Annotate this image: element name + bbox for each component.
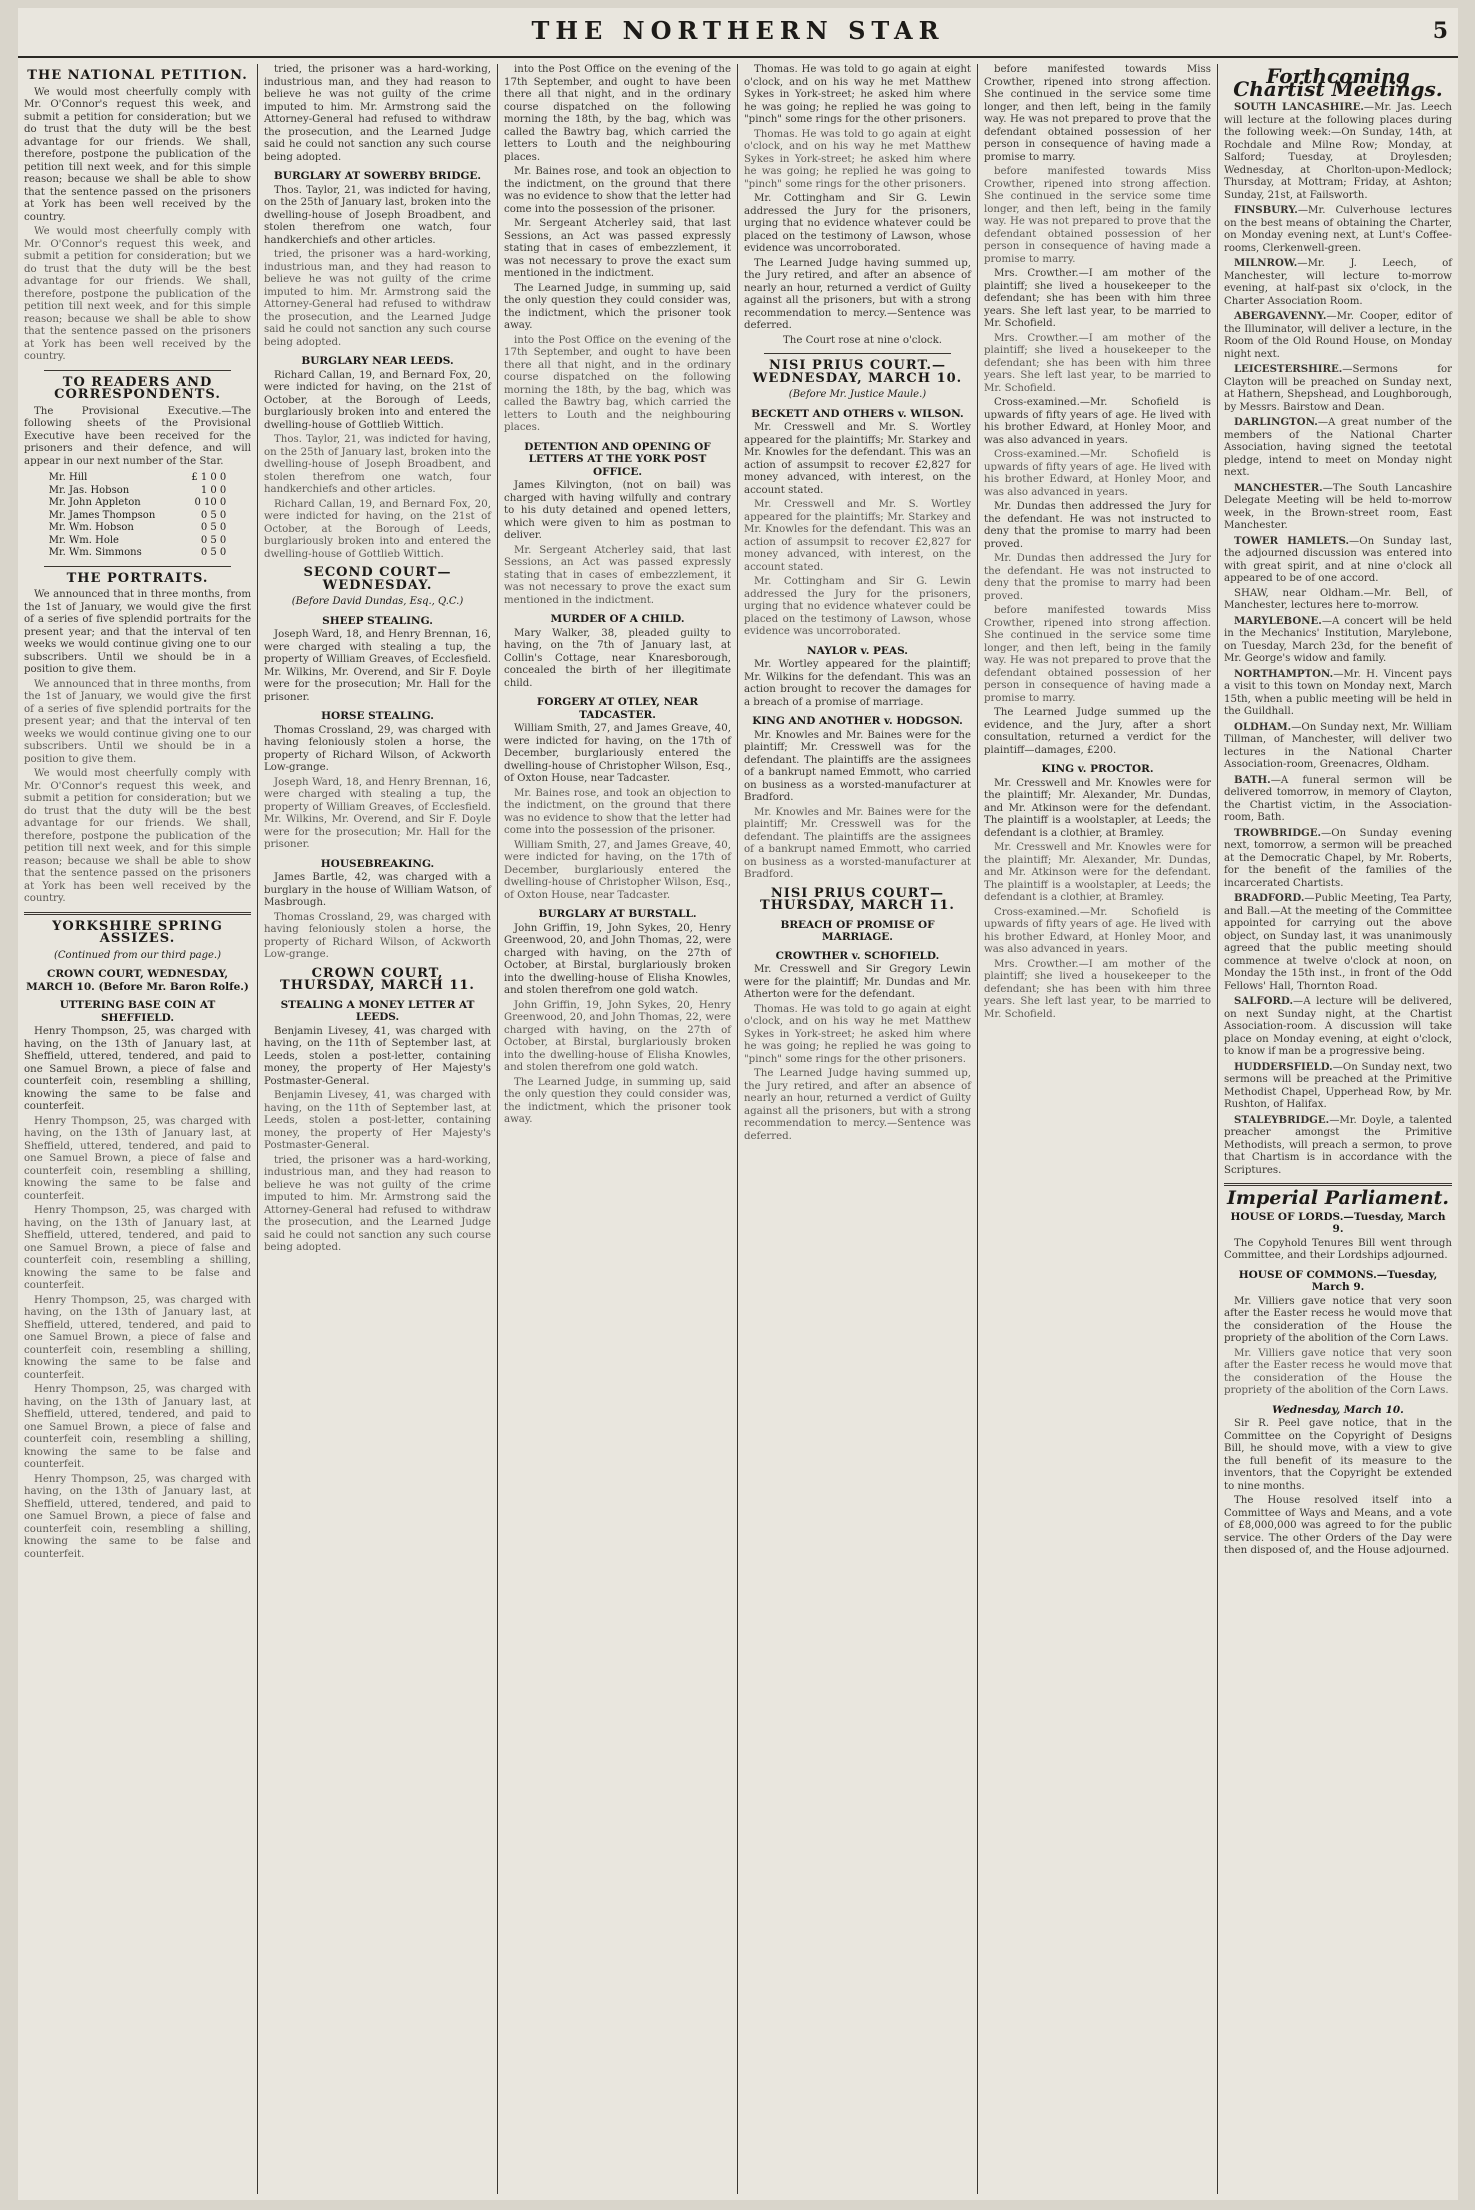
column-4 — [738, 64, 978, 2194]
commons-heading: HOUSE OF COMMONS.—Tuesday, March 9. — [1238, 1268, 1438, 1293]
king-proctor-cont: Mr. Cresswell and Mr. Knowles were for the plaintiff; Mr. Alexander, Mr. Dundas, and Mr. Atkinson were for the defendant. The plaintiff is a woolstapler, at Leeds; the defendant is a clothier, at Bramley. — [984, 842, 1211, 903]
meeting-item: ABERGAVENNY.—Mr. Cooper, editor of the Illuminator, will deliver a lecture, in the Room of the Old Round House, on Monday night next. — [1224, 310, 1452, 360]
col4-text-1b: Thomas. He was told to go again at eight o'clock, and on his way he met Matthew Sykes in York-street; he asked him where he was going; he replied he was going to "pinch" some rings for the other prisoners. — [744, 128, 971, 190]
murder-text: Mary Walker, 38, pleaded guilty to having, on the 7th of January last, at Collin's Cottage, near Knaresborough, concealed the birth of her illegitimate child. — [504, 627, 731, 689]
meeting-item: BRADFORD.—Public Meeting, Tea Party, and Ball.—At the meeting of the Committee appointed for carrying out the above object, on Sunday last, it was unanimously agreed that the public meeting should commence at twelve o'clock at noon, on Monday the 15th inst., in front of the Odd Fellows' Hall, Thornton Road. — [1224, 892, 1452, 992]
sheep-heading: SHEEP STEALING. — [322, 614, 433, 627]
meeting-item: OLDHAM.—On Sunday next, Mr. William Tillman, of Manchester, will deliver two lectures in the National Charter Association-room, Greenacres, Oldham. — [1224, 720, 1452, 770]
meeting-item: NORTHAMPTON.—Mr. H. Vincent pays a visit to this town on Monday next, March 15th, when a public meeting will be held in the Guildhall. — [1224, 667, 1452, 717]
meeting-item: FINSBURY.—Mr. Culverhouse lectures on the best means of obtaining the Charter, on Monday evening next, at Lunt's Coffee-rooms, Clerkenwell-green. — [1224, 204, 1452, 254]
housebreaking-text: James Bartle, 42, was charged with a burglary in the house of William Watson, of Masbrough. — [264, 872, 491, 908]
detention-heading: DETENTION AND OPENING OF LETTERS AT THE YORK POST OFFICE. — [524, 440, 711, 478]
crowther-heading: CROWTHER v. SCHOFIELD. — [775, 949, 940, 962]
crowther-cont: Thomas. He was told to go again at eight o'clock, and on his way he met Matthew Sykes in York-street; he asked him where he was going; he replied he was going to "pinch" some rings for the other prisoners. — [744, 1003, 971, 1065]
coin-text-cont-2: Henry Thompson, 25, was charged with having, on the 13th of January last, at Sheffield, uttered, tendered, and paid to one Samuel Brown, a piece of false and counterfeit coin, resembling a shilling, knowing the same to be false and counterfeit. — [24, 1205, 251, 1291]
coin-text-cont-4: Henry Thompson, 25, was charged with having, on the 13th of January last, at Sheffield, uttered, tendered, and paid to one Samuel Brown, a piece of false and counterfeit coin, resembling a shilling, knowing the same to be false and counterfeit. — [24, 1384, 251, 1470]
horse-heading: HORSE STEALING. — [321, 710, 434, 722]
readers-text: The Provisional Executive.—The following sheets of the Provisional Executive have been received for the prisoners and their defence, and will appear in our next number of the Star. — [24, 405, 251, 467]
beckett-text: Mr. Cresswell and Mr. S. Wortley appeared for the plaintiffs; Mr. Starkey and Mr. Knowles for the defendant. This was an action of assumpsit to recover £2,827 for money advanced, with interest, on the account stated. — [744, 422, 971, 496]
table-row: Mr. James Thompson 0 5 0 — [48, 509, 227, 521]
detention-cont: Mr. Sergeant Atcherley said, that last Sessions, an Act was passed expressly stating that in cases of embezzlement, it was not necessary to prove the exact sum mentioned in the indictment. — [504, 544, 731, 606]
page-number: 5 — [1432, 18, 1448, 44]
crowther-text: Mr. Cresswell and Sir Gregory Lewin were for the plaintiff; Mr. Dundas and Mr. Atherton were for the defendant. — [744, 964, 971, 1000]
forgery-text: William Smith, 27, and James Greave, 40, were indicted for having, on the 17th of December, burglariously entered the dwelling-house of Christopher Wilson, Esq., of Oxton House, near Tadcaster. — [504, 723, 731, 784]
meeting-item: SOUTH LANCASHIRE.—Mr. Jas. Leech will lecture at the following places during the following week:—On Sunday, 14th, at Rochdale and Milne Row; Monday, at Salford; Tuesday, at Droylesden; Wednesday, at Chorlton-upon-Medlock; Thursday, at Mottram; Friday, at Ashton; Sunday, 21st, at Failsworth. — [1224, 101, 1452, 201]
portraits-text: We announced that in three months, from the 1st of January, we would give the first of a series of five splendid portraits for the present year; and that the interval of ten weeks we would continue giving one to our subscribers. Until we should be in a position to give them. — [24, 589, 251, 675]
sheep-text: Joseph Ward, 18, and Henry Brennan, 16, were charged with stealing a tup, the property of William Greaves, of Ecclesfield. Mr. Wilkins, Mr. Overend, and Sir F. Doyle were for the prosecution; Mr. Hall for the prisoner. — [264, 629, 491, 703]
king-proctor-heading: KING v. PROCTOR. — [1041, 763, 1154, 775]
portraits-heading: THE PORTRAITS. — [66, 570, 209, 586]
col5-text-4c: before manifested towards Miss Crowther, ripened into strong affection. She continued in the service some time longer, and then left, being in the family way. He was not prepared to prove that the defendant obtained possession of her person in consequence of having made a promise to marry. — [984, 605, 1211, 704]
money-letter-cont: Benjamin Livesey, 41, was charged with having, on the 11th of September last, at Leeds, stolen a post-letter, containing money, the property of Her Majesty's Postmaster-General. — [264, 1090, 491, 1151]
meeting-item: TROWBRIDGE.—On Sunday evening next, tomorrow, a sermon will be preached at the Democratic Chapel, by Mr. Roberts, for the benefit of the families of the incarcerated Chartists. — [1224, 826, 1452, 889]
col3-text-1: into the Post Office on the evening of the 17th September, and ought to have been there all that night, and in the ordinary course dispatched on the following morning the 18th, by the bag, which was called the Bawtry bag, which carried the letters to Louth and the neighbouring places. — [504, 64, 731, 163]
columns — [18, 64, 1458, 2194]
parliament-heading: Imperial Parliament. — [1227, 1187, 1449, 1209]
petition-text: We would most cheerfully comply with Mr. O'Connor's request this week, and submit a petition for consideration; but we do trust that the duty will be the best advantage for our friends. We shall, therefore, postpone the publication of the petition till next week, and for this simple reason; because we shall be able to show that the sentence passed on the prisoners at York has been well received by the country. — [24, 86, 251, 223]
meeting-item: MANCHESTER.—The South Lancashire Delegate Meeting will be held to-morrow week, in the Brown-street room, East Manchester. — [1224, 481, 1452, 531]
closing-text: The House resolved itself into a Committee of Ways and Means, and a vote of £8,000,000 was agreed to for the public service. The other Orders of the Day were then disposed of, and the House adjourned. — [1224, 1495, 1452, 1556]
meeting-item: STALEYBRIDGE.—Mr. Doyle, a talented preacher amongst the Primitive Methodists, will preach a sermon, to prove that Chartism is in accordance with the Scriptures. — [1224, 1113, 1452, 1176]
col3-text-5: into the Post Office on the evening of the 17th September, and ought to have been there all that night, and in the ordinary course dispatched on the following morning the 18th, by the bag, which was called the Bawtry bag, which carried the letters to Louth and the neighbouring places. — [504, 334, 731, 433]
beckett-heading: BECKETT AND OTHERS v. WILSON. — [751, 407, 964, 420]
col5-text-1: before manifested towards Miss Crowther, ripened into strong affection. She continued in the service some time longer, and then left, being in the family way. He was not prepared to prove that the defendant obtained possession of her person in consequence of having made a promise to marry. — [984, 64, 1211, 163]
column-1 — [18, 64, 258, 2194]
breach-heading: BREACH OF PROMISE OF MARRIAGE. — [780, 918, 935, 943]
money-letter-heading: STEALING A MONEY LETTER AT LEEDS. — [280, 998, 475, 1023]
col5-text-4b: Mr. Dundas then addressed the Jury for the defendant. He was not instructed to deny that the promise to marry had been proved. — [984, 553, 1211, 602]
coin-text: Henry Thompson, 25, was charged with having, on the 13th of January last, at Sheffield, uttered, tendered, and paid to one Samuel Brown, a piece of false and counterfeit coin, resembling a shilling, knowing the same to be false and counterfeit. — [24, 1026, 251, 1112]
burstall-cont-2: The Learned Judge, in summing up, said the only question they could consider was, the indictment, which the prisoner took away. — [504, 1076, 731, 1125]
meeting-item: BATH.—A funeral sermon will be delivered tomorrow, in memory of Clayton, the Chartist victim, in the Association-room, Bath. — [1224, 773, 1452, 823]
commons-cont: Mr. Villiers gave notice that very soon after the Easter recess he would move that the consideration of the House the propriety of the abolition of the Corn Laws. — [1224, 1347, 1452, 1396]
coin-heading: UTTERING BASE COIN AT SHEFFIELD. — [59, 999, 216, 1024]
horse-text: Thomas Crossland, 29, was charged with having feloniously stolen a horse, the property of Richard Wilson, of Ackworth Low-grange. — [264, 724, 491, 773]
col4-text-2: Mr. Cottingham and Sir G. Lewin addressed the Jury for the prisoners, urging that no evidence whatever could be placed on the testimony of Lawson, whose evidence was uncorroborated. — [744, 193, 971, 254]
table-row: Mr. Jas. Hobson 1 0 0 — [48, 484, 227, 496]
burglary-text-cont: tried, the prisoner was a hard-working, industrious man, and they had reason to believe he was not guilty of the crime imputed to him. Mr. Armstrong said the Attorney-General had refused to withdraw the prosecution, and the Learned Judge said he could not sanction any such course being adopted. — [264, 249, 491, 348]
wednesday-text: Sir R. Peel gave notice, that in the Committee on the Copyright of Designs Bill, he should move, with a view to give the full benefit of its measure to the inventors, that the Copyright be extended to nine months. — [1224, 1418, 1452, 1492]
nisi-prius-thursday-heading: NISI PRIUS COURT—THURSDAY, MARCH 11. — [760, 885, 955, 913]
column-5 — [978, 64, 1218, 2194]
burstall-heading: BURGLARY AT BURSTALL. — [538, 908, 697, 920]
meeting-item: SALFORD.—A lecture will be delivered, on next Sunday night, at the Chartist Association-room. A discussion will take place on Monday evening, at eight o'clock, to know if man be a progressive being. — [1224, 995, 1452, 1057]
leeds-burglary-text: Richard Callan, 19, and Bernard Fox, 20, were indicted for having, on the 21st of October, at the Borough of Leeds, burglariously broken into and entered the dwelling-house of Gottlieb Wittich. — [264, 369, 491, 431]
lords-text: The Copyhold Tenures Bill went through Committee, and their Lordships adjourned. — [1224, 1237, 1452, 1261]
meeting-item: MARYLEBONE.—A concert will be held in the Mechanics' Institution, Marylebone, on Tuesday, March 23d, for the benefit of Mr. George's widow and family. — [1224, 614, 1452, 664]
col4-text-4: The Court rose at nine o'clock. — [782, 334, 942, 346]
leeds-burglary-cont-2: Richard Callan, 19, and Bernard Fox, 20, were indicted for having, on the 21st of October, at the Borough of Leeds, burglariously broken into and entered the dwelling-house of Gottlieb Wittich. — [264, 498, 491, 560]
readers-heading: TO READERS AND CORRESPONDENTS. — [54, 374, 221, 402]
money-letter-cont-2: tried, the prisoner was a hard-working, industrious man, and they had reason to believe he was not guilty of the crime imputed to him. Mr. Armstrong said the Attorney-General had refused to withdraw the prosecution, and the Learned Judge said he could not sanction any such course being adopted. — [264, 1154, 491, 1253]
coin-text-cont-5: Henry Thompson, 25, was charged with having, on the 13th of January last, at Sheffield, uttered, tendered, and paid to one Samuel Brown, a piece of false and counterfeit coin, resembling a shilling, knowing the same to be false and counterfeit. — [24, 1473, 251, 1560]
naylor-heading: NAYLOR v. PEAS. — [807, 644, 908, 657]
meeting-item: TOWER HAMLETS.—On Sunday last, the adjourned discussion was entered into with great spirit, and at nine o'clock all appeared to be of one accord. — [1224, 534, 1452, 584]
forgery-heading: FORGERY AT OTLEY, NEAR TADCASTER. — [536, 696, 699, 721]
king-proctor-cont-2: Cross-examined.—Mr. Schofield is upwards of fifty years of age. He lived with his brother Edward, at Honley Moor, and was also advanced in years. — [984, 906, 1211, 955]
col4-text-1: Thomas. He was told to go again at eight o'clock, and on his way he met Matthew Sykes in York-street; he asked him where he was going; he replied he was going to "pinch" some rings for the other prisoners. — [744, 64, 971, 125]
column-6 — [1218, 64, 1458, 2194]
housebreaking-cont: Thomas Crossland, 29, was charged with having feloniously stolen a horse, the property of Richard Wilson, of Ackworth Low-grange. — [264, 911, 491, 960]
murder-heading: MURDER OF A CHILD. — [550, 613, 685, 625]
meeting-item: HUDDERSFIELD.—On Sunday next, two sermons will be preached at the Primitive Methodist Chapel, Upperhead Row, by Mr. Rushton, of Halifax. — [1224, 1060, 1452, 1110]
crown-court-heading: CROWN COURT, THURSDAY, MARCH 11. — [280, 965, 475, 993]
petition-heading: THE NATIONAL PETITION. — [27, 68, 248, 83]
lords-heading: HOUSE OF LORDS.—Tuesday, March 9. — [1230, 1210, 1446, 1235]
beckett-cont: Mr. Cresswell and Mr. S. Wortley appeared for the plaintiffs; Mr. Starkey and Mr. Knowles for the defendant. This was an action of assumpsit to recover £2,827 for money advanced, with interest, on the account stated. — [744, 499, 971, 573]
horse-text-cont: Joseph Ward, 18, and Henry Brennan, 16, were charged with stealing a tup, the property of William Greaves, of Ecclesfield. Mr. Wilkins, Mr. Overend, and Sir F. Doyle were for the prosecution; Mr. Hall for the prisoner. — [264, 776, 491, 850]
crowther-cont-2: The Learned Judge having summed up, the Jury retired, and after an absence of nearly an hour, returned a verdict of Guilty against all the prisoners, but with a strong recommendation to mercy.—Sentence was deferred. — [744, 1068, 971, 1142]
second-court-heading: SECOND COURT—WEDNESDAY. — [303, 565, 452, 593]
col5-text-1b: before manifested towards Miss Crowther, ripened into strong affection. She continued in the service some time longer, and then left, being in the family way. He was not prepared to prove that the defendant obtained possession of her person in consequence of having made a promise to marry. — [984, 166, 1211, 265]
subscriptions-table — [47, 472, 229, 560]
leeds-burglary-cont: Thos. Taylor, 21, was indicted for having, on the 25th of January last, broken into the dwelling-house of Joseph Broadbent, and stolen therefrom one watch, four handkerchiefs and other articles. — [264, 434, 491, 495]
newspaper-page — [18, 8, 1458, 2200]
burglary-heading: BURGLARY AT SOWERBY BRIDGE. — [273, 170, 482, 182]
burstall-cont: John Griffin, 19, John Sykes, 20, Henry Greenwood, 20, and John Thomas, 22, were charged with having, on the 27th of October, at Birstal, burglariously broken into the dwelling-house of Elisha Knowles, and stolen therefrom one gold watch. — [504, 999, 731, 1073]
col2-text: tried, the prisoner was a hard-working, industrious man, and they had reason to believe he was not guilty of the crime imputed to him. Mr. Armstrong said the Attorney-General had refused to withdraw the prosecution, and the Learned Judge said he could not sanction any such course being adopted. — [264, 64, 491, 163]
naylor-text: Mr. Wortley appeared for the plaintiff; Mr. Wilkins for the defendant. This was an action brought to recover the damages for a breach of a promise of marriage. — [744, 659, 971, 708]
burglary-text: Thos. Taylor, 21, was indicted for having, on the 25th of January last, broken into the dwelling-house of Joseph Broadbent, and stolen therefrom one watch, four handkerchiefs and other articles. — [264, 184, 491, 246]
col5-text-2: Mrs. Crowther.—I am mother of the plaintiff; she lived a housekeeper to the defendant; she has been with him three years. She left last year, to be married to Mr. Schofield. — [984, 268, 1211, 329]
king-proctor-text: Mr. Cresswell and Mr. Knowles were for the plaintiff; Mr. Alexander, Mr. Dundas, and Mr. Atkinson were for the defendant. The plaintiff is a woolstapler, at Leeds; the defendant is a clothier, at Bramley. — [984, 777, 1211, 839]
col3-text-4: The Learned Judge, in summing up, said the only question they could consider was, the indictment, which the prisoner took away. — [504, 282, 731, 331]
table-row: Mr. Wm. Simmons 0 5 0 — [48, 547, 227, 558]
coin-text-cont: Henry Thompson, 25, was charged with having, on the 13th of January last, at Sheffield, uttered, tendered, and paid to one Samuel Brown, a piece of false and counterfeit coin, resembling a shilling, knowing the same to be false and counterfeit. — [24, 1115, 251, 1202]
portraits-text-cont: We announced that in three months, from the 1st of January, we would give the first of a series of five splendid portraits for the present year; and that the interval of ten weeks we would continue giving one to our subscribers. Until we should be in a position to give them. — [24, 678, 251, 765]
meeting-item: LEICESTERSHIRE.—Sermons for Clayton will be preached on Sunday next, at Hathern, Shepshead, and Loughborough, by Messrs. Bairstow and Dean. — [1224, 363, 1452, 413]
col5-text-5: The Learned Judge summed up the evidence, and the Jury, after a short consultation, returned a verdict for the plaintiff—damages, £200. — [984, 707, 1211, 756]
commons-text: Mr. Villiers gave notice that very soon after the Easter recess he would move that the consideration of the House the propriety of the abolition of the Corn Laws. — [1224, 1295, 1452, 1344]
second-court-sub: (Before David Dundas, Esq., Q.C.) — [291, 596, 464, 607]
meetings-heading: Forthcoming Chartist Meetings. — [1233, 64, 1443, 101]
newspaper-title: THE NORTHERN STAR — [531, 16, 945, 45]
col3-text-2: Mr. Baines rose, and took an objection to the indictment, on the ground that there was no evidence to show that the letter had come into the possession of the prisoner. — [504, 166, 731, 215]
col4-text-3: The Learned Judge having summed up, the Jury retired, and after an absence of nearly an hour, returned a verdict of Guilty against all the prisoners, but with a strong recommendation to mercy.—Sentence was deferred. — [744, 257, 971, 331]
nisi-prius-heading: NISI PRIUS COURT.—WEDNESDAY, MARCH 10. — [752, 358, 963, 386]
portraits-text-cont-2: We would most cheerfully comply with Mr. O'Connor's request this week, and submit a petition for consideration; but we do trust that the duty will be the best advantage for our friends. We shall, therefore, postpone the publication of the petition till next week, and for this simple reason; because we shall be able to show that the sentence passed on the prisoners at York has been well received by the country. — [24, 768, 251, 904]
col5-text-4: Mr. Dundas then addressed the Jury for the defendant. He was not instructed to deny that the promise to marry had been proved. — [984, 501, 1211, 550]
detention-text: James Kilvington, (not on bail) was charged with having wilfully and contrary to his duty detained and opened letters, which were given to him as postman to deliver. — [504, 480, 731, 541]
king-proctor-cont-3: Mrs. Crowther.—I am mother of the plaintiff; she lived a housekeeper to the defendant; she has been with him three years. She left last year, to be married to Mr. Schofield. — [984, 958, 1211, 1020]
assizes-subheading: (Continued from our third page.) — [54, 949, 221, 961]
king-hodgson-heading: KING AND ANOTHER v. HODGSON. — [752, 715, 963, 727]
money-letter-text: Benjamin Livesey, 41, was charged with having, on the 11th of September last, at Leeds, stolen a post-letter, containing money, the property of Her Majesty's Postmaster-General. — [264, 1025, 491, 1087]
meeting-item: DARLINGTON.—A great number of the members of the National Charter Association, having signed the teetotal pledge, intend to meet on Monday night next. — [1224, 416, 1452, 478]
col3-text-3: Mr. Sergeant Atcherley said, that last Sessions, an Act was passed expressly stating that in cases of embezzlement, it was not necessary to prove the exact sum mentioned in the indictment. — [504, 218, 731, 279]
court-line: CROWN COURT, WEDNESDAY, MARCH 10. (Before Mr. Baron Rolfe.) — [26, 968, 249, 993]
leeds-burglary-heading: BURGLARY NEAR LEEDS. — [301, 355, 454, 367]
col5-text-3b: Cross-examined.—Mr. Schofield is upwards of fifty years of age. He lived with his brother Edward, at Honley Moor, and was also advanced in years. — [984, 449, 1211, 498]
housebreaking-heading: HOUSEBREAKING. — [320, 857, 435, 870]
forgery-cont-2: William Smith, 27, and James Greave, 40, were indicted for having, on the 17th of December, burglariously entered the dwelling-house of Christopher Wilson, Esq., of Oxton House, near Tadcaster. — [504, 839, 731, 901]
forgery-cont: Mr. Baines rose, and took an objection to the indictment, on the ground that there was no evidence to show that the letter had come into the possession of the prisoner. — [504, 787, 731, 836]
assizes-heading: YORKSHIRE SPRING ASSIZES. — [52, 918, 223, 946]
beckett-cont-2: Mr. Cottingham and Sir G. Lewin addressed the Jury for the prisoners, urging that no evidence whatever could be placed on the testimony of Lawson, whose evidence was uncorroborated. — [744, 576, 971, 637]
meeting-item: MILNROW.—Mr. J. Leech, of Manchester, will lecture to-morrow evening, at half-past six o'clock, in the Charter Association Room. — [1224, 257, 1452, 307]
petition-text-cont: We would most cheerfully comply with Mr. O'Connor's request this week, and submit a petition for consideration; but we do trust that the duty will be the best advantage for our friends. We shall, therefore, postpone the publication of the petition till next week, and for this simple reason; because we shall be able to show that the sentence passed on the prisoners at York has been well received by the country. — [24, 226, 251, 362]
column-2 — [258, 64, 498, 2194]
king-hodgson-text: Mr. Knowles and Mr. Baines were for the plaintiff; Mr. Cresswell was for the defendant. The plaintiffs are the assignees of a bankrupt named Emmott, who carried on business as a worsted-manufacturer at Bradford. — [744, 729, 971, 803]
table-row: Mr. Wm. Hobson 0 5 0 — [48, 522, 227, 533]
col5-text-3: Cross-examined.—Mr. Schofield is upwards of fifty years of age. He lived with his brother Edward, at Honley Moor, and was also advanced in years. — [984, 397, 1211, 446]
nisi-prius-sub: (Before Mr. Justice Maule.) — [788, 389, 927, 400]
table-row: Mr. John Appleton 0 10 0 — [48, 497, 227, 508]
table-row: Mr. Hill £ 1 0 0 — [48, 472, 227, 483]
col5-text-2b: Mrs. Crowther.—I am mother of the plaintiff; she lived a housekeeper to the defendant; she has been with him three years. She left last year, to be married to Mr. Schofield. — [984, 332, 1211, 394]
wednesday-heading: Wednesday, March 10. — [1272, 1403, 1404, 1416]
king-hodgson-cont: Mr. Knowles and Mr. Baines were for the plaintiff; Mr. Cresswell was for the defendant. The plaintiffs are the assignees of a bankrupt named Emmott, who carried on business as a worsted-manufacturer at Bradford. — [744, 806, 971, 880]
table-row: Mr. Wm. Hole 0 5 0 — [48, 534, 227, 546]
masthead — [18, 8, 1458, 58]
burstall-text: John Griffin, 19, John Sykes, 20, Henry Greenwood, 20, and John Thomas, 22, were charged with having, on the 27th of October, at Birstal, burglariously broken into the dwelling-house of Elisha Knowles, and stolen therefrom one gold watch. — [504, 922, 731, 996]
meeting-item: SHAW, near Oldham.—Mr. Bell, of Manchester, lectures here to-morrow. — [1224, 587, 1452, 611]
column-3 — [498, 64, 738, 2194]
coin-text-cont-3: Henry Thompson, 25, was charged with having, on the 13th of January last, at Sheffield, uttered, tendered, and paid to one Samuel Brown, a piece of false and counterfeit coin, resembling a shilling, knowing the same to be false and counterfeit. — [24, 1294, 251, 1381]
